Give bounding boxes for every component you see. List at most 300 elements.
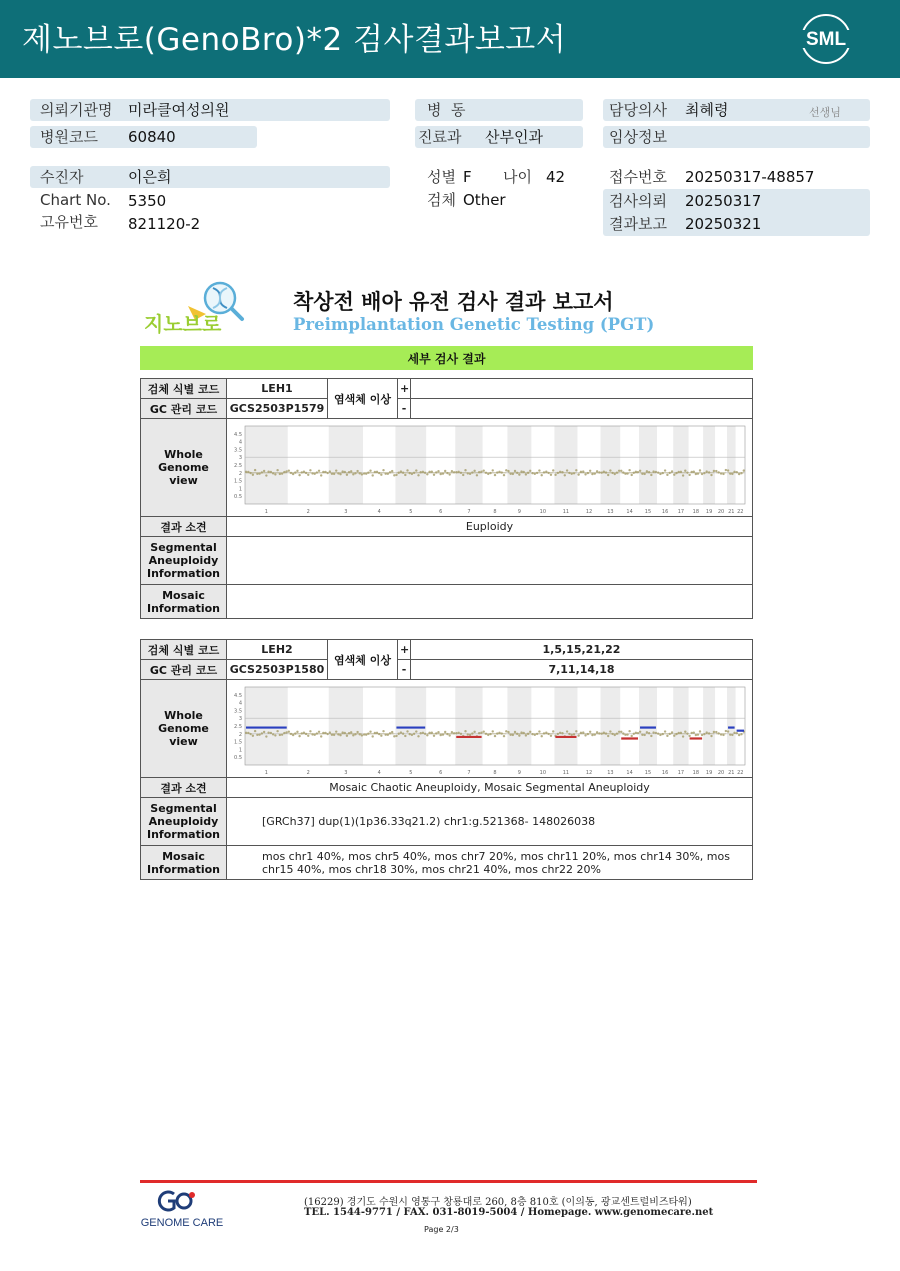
x-tick-label: 4 (377, 769, 381, 776)
genobro-logo-text: 지노브로 (144, 312, 222, 336)
copy-number-point (652, 731, 654, 733)
chromosome-band (727, 426, 736, 504)
copy-number-point (507, 469, 509, 471)
whole-genome-chart-2 (227, 681, 751, 777)
report-date-label: 결과보고 (609, 215, 667, 233)
copy-number-point (261, 732, 263, 734)
copy-number-point (577, 734, 579, 736)
copy-number-point (518, 473, 520, 475)
copy-number-point (666, 473, 668, 475)
copy-number-point (258, 733, 260, 735)
y-tick-label: 2.5 (234, 723, 242, 730)
copy-number-point (398, 732, 400, 734)
copy-number-point (371, 735, 373, 737)
copy-number-point (733, 731, 735, 733)
dept-label: 진료과 (418, 128, 462, 146)
page-title: 제노브로(GenoBro)*2 검사결과보고서 (22, 22, 567, 58)
copy-number-point (320, 735, 322, 737)
x-tick-label: 22 (737, 508, 744, 515)
copy-number-point (335, 730, 337, 732)
copy-number-point (478, 731, 480, 733)
specimen-value: Other (463, 191, 506, 209)
gc-code-value: GCS2503P1580 (227, 660, 328, 680)
copy-number-point (620, 730, 622, 732)
sex-value: F (463, 168, 472, 186)
copy-number-point (288, 730, 290, 732)
copy-number-point (483, 730, 485, 732)
report-title: 착상전 배아 유전 검사 결과 보고서 (293, 290, 614, 314)
copy-number-point (740, 733, 742, 735)
x-tick-label: 12 (585, 769, 593, 776)
copy-number-point (457, 731, 459, 733)
svg-text:GENOME CARE: GENOME CARE (140, 1217, 224, 1229)
copy-number-point (292, 472, 294, 474)
x-tick-label: 1 (264, 508, 268, 515)
minus-sign: - (398, 399, 411, 419)
copy-number-point (263, 469, 265, 471)
copy-number-point (573, 733, 575, 735)
copy-number-point (529, 469, 531, 471)
x-tick-label: 3 (344, 508, 348, 515)
chromosome-band (703, 426, 715, 504)
copy-number-point (740, 472, 742, 474)
x-tick-label: 10 (539, 769, 547, 776)
copy-number-point (361, 473, 363, 475)
id-label: 고유번호 (40, 213, 98, 231)
mosaic-label: Mosaic Information (141, 846, 227, 880)
copy-number-point (618, 469, 620, 471)
x-tick-label: 6 (439, 769, 443, 776)
copy-number-point (451, 470, 453, 472)
doctor-suffix: 선생님 (809, 106, 841, 119)
specimen-code-value: LEH1 (227, 379, 328, 399)
y-tick-label: 2.5 (234, 462, 242, 469)
copy-number-point (395, 734, 397, 736)
copy-number-point (514, 730, 516, 732)
chromosome-band (329, 426, 363, 504)
copy-number-point (577, 473, 579, 475)
copy-number-point (622, 732, 624, 734)
x-tick-label: 21 (728, 508, 735, 515)
y-tick-label: 4.5 (234, 431, 242, 438)
copy-number-point (637, 731, 639, 733)
y-tick-label: 1.5 (234, 739, 242, 746)
copy-number-point (391, 730, 393, 732)
copy-number-point (684, 730, 686, 732)
x-tick-label: 9 (517, 508, 521, 515)
x-tick-label: 14 (626, 508, 633, 515)
chromosome-band (507, 687, 531, 765)
copy-number-point (415, 469, 417, 471)
copy-number-point (571, 733, 573, 735)
copy-number-point (650, 734, 652, 736)
copy-number-point (520, 731, 522, 733)
copy-number-point (566, 469, 568, 471)
copy-number-point (460, 732, 462, 734)
copy-number-point (369, 730, 371, 732)
x-tick-label: 16 (661, 508, 669, 515)
copy-number-point (301, 732, 303, 734)
copy-number-point (639, 469, 641, 471)
chromosome-band (395, 687, 426, 765)
copy-number-point (673, 473, 675, 475)
patient-row-bg (30, 166, 390, 188)
x-tick-label: 3 (344, 769, 348, 776)
copy-number-point (713, 730, 715, 732)
copy-number-point (538, 469, 540, 471)
chromosome-band (245, 687, 288, 765)
copy-number-point (695, 733, 697, 735)
copy-number-point (433, 734, 435, 736)
copy-number-point (252, 734, 254, 736)
chromosome-band (395, 426, 426, 504)
copy-number-point (618, 730, 620, 732)
copy-number-point (254, 468, 256, 470)
x-tick-label: 4 (377, 508, 381, 515)
y-tick-label: 3.5 (234, 707, 242, 714)
copy-number-point (335, 469, 337, 471)
copy-number-point (422, 731, 424, 733)
plot-frame (245, 687, 745, 765)
copy-number-point (591, 472, 593, 474)
mosaic-label: Mosaic Information (141, 585, 227, 619)
copy-number-point (471, 732, 473, 734)
chromosome-band (673, 687, 688, 765)
copy-number-point (589, 730, 591, 732)
gain-chromosomes (411, 379, 753, 399)
copy-number-point (274, 734, 276, 736)
x-tick-label: 8 (493, 508, 497, 515)
copy-number-point (688, 734, 690, 736)
chromosome-band (601, 687, 621, 765)
copy-number-point (455, 732, 457, 734)
x-tick-label: 8 (493, 769, 497, 776)
copy-number-point (684, 469, 686, 471)
y-tick-label: 0.5 (234, 493, 242, 500)
copy-number-point (318, 469, 320, 471)
copy-number-point (417, 474, 419, 476)
copy-number-point (691, 731, 693, 733)
copy-number-point (318, 730, 320, 732)
copy-number-point (265, 474, 267, 476)
copy-number-point (652, 470, 654, 472)
footer-address: (16229) 경기도 수원시 영통구 창룡대로 260, 8층 810호 (이의동, 광교센트럴비즈타워) (304, 1197, 692, 1208)
x-tick-label: 12 (585, 508, 593, 515)
copy-number-point (635, 731, 637, 733)
copy-number-point (296, 469, 298, 471)
receipt-label: 접수번호 (609, 168, 667, 186)
copy-number-point (254, 729, 256, 731)
copy-number-point (301, 471, 303, 473)
chromosome-band (639, 426, 657, 504)
y-tick-label: 1.5 (234, 478, 242, 485)
copy-number-point (467, 733, 469, 735)
copy-number-point (395, 473, 397, 475)
copy-number-point (473, 469, 475, 471)
copy-number-point (276, 468, 278, 470)
copy-number-point (688, 473, 690, 475)
copy-number-point (437, 730, 439, 732)
copy-number-point (483, 469, 485, 471)
segmental-value (227, 537, 753, 585)
copy-number-point (448, 473, 450, 475)
y-tick-label: 1 (238, 746, 242, 753)
copy-number-point (409, 732, 411, 734)
copy-number-point (464, 730, 466, 732)
page-number: Page 2/3 (424, 1225, 459, 1234)
copy-number-point (727, 469, 729, 471)
copy-number-point (525, 473, 527, 475)
copy-number-point (296, 730, 298, 732)
copy-number-point (424, 732, 426, 734)
copy-number-point (557, 732, 559, 734)
copy-number-point (715, 730, 717, 732)
patient-value: 이은희 (128, 168, 172, 186)
request-value: 20250317 (685, 192, 762, 210)
copy-number-point (411, 733, 413, 735)
copy-number-point (350, 470, 352, 472)
plot-frame (245, 426, 745, 504)
x-tick-label: 20 (717, 508, 725, 515)
doctor-label: 담당의사 (609, 101, 667, 119)
minus-sign: - (398, 660, 411, 680)
copy-number-point (267, 731, 269, 733)
copy-number-point (541, 734, 543, 736)
hospcode-label: 병원코드 (40, 128, 98, 146)
copy-number-point (641, 733, 643, 735)
genome-care-logo (132, 1188, 232, 1230)
chromosome-band (601, 426, 621, 504)
copy-number-point (591, 733, 593, 735)
copy-number-point (417, 735, 419, 737)
copy-number-point (320, 474, 322, 476)
chromosome-band (639, 687, 657, 765)
loss-chromosomes (411, 399, 753, 419)
copy-number-point (628, 729, 630, 731)
x-tick-label: 13 (607, 508, 614, 515)
age-label: 나이 (503, 168, 532, 186)
chromosome-band (673, 426, 688, 504)
copy-number-point (339, 734, 341, 736)
copy-number-point (552, 730, 554, 732)
copy-number-point (245, 731, 247, 733)
copy-number-point (361, 734, 363, 736)
sex-label: 성별 (427, 168, 456, 186)
copy-number-point (393, 474, 395, 476)
dept-value: 산부인과 (485, 128, 543, 146)
copy-number-point (380, 473, 382, 475)
copy-number-point (279, 733, 281, 735)
finding-value: Euploidy (227, 517, 753, 537)
copy-number-point (350, 731, 352, 733)
x-tick-label: 22 (737, 769, 744, 776)
copy-number-point (462, 473, 464, 475)
x-tick-label: 5 (409, 769, 413, 776)
segmental-label: Segmental Aneuploidy Information (141, 537, 227, 585)
copy-number-point (575, 469, 577, 471)
mosaic-value: mos chr1 40%, mos chr5 40%, mos chr7 20%, mos chr11 20%, mos chr14 30%, mos chr15 40%, mos chr18 30%, mos chr21 40%, mos chr22 20% (227, 846, 753, 880)
copy-number-point (631, 473, 633, 475)
sample-table-1 (140, 378, 753, 619)
x-tick-label: 15 (644, 508, 652, 515)
copy-number-point (469, 733, 471, 735)
chromosome-band (455, 426, 482, 504)
copy-number-point (738, 733, 740, 735)
copy-number-point (584, 734, 586, 736)
x-tick-label: 19 (705, 508, 713, 515)
copy-number-point (552, 469, 554, 471)
copy-number-point (736, 731, 738, 733)
whole-genome-label: Whole Genome view (141, 419, 227, 517)
copy-number-point (352, 473, 354, 475)
copy-number-point (492, 730, 494, 732)
copy-number-point (406, 730, 408, 732)
request-label: 검사의뢰 (609, 192, 667, 210)
copy-number-point (285, 731, 287, 733)
copy-number-point (738, 472, 740, 474)
copy-number-point (503, 734, 505, 736)
report-date-value: 20250321 (685, 215, 762, 233)
client-label: 의뢰기관명 (40, 101, 113, 119)
copy-number-point (682, 474, 684, 476)
clinical-label: 임상정보 (609, 128, 667, 146)
x-tick-label: 2 (306, 508, 310, 515)
copy-number-point (609, 730, 611, 732)
x-tick-label: 16 (661, 769, 669, 776)
copy-number-point (393, 735, 395, 737)
x-tick-label: 15 (644, 769, 652, 776)
copy-number-point (664, 469, 666, 471)
copy-number-point (666, 734, 668, 736)
copy-number-point (256, 733, 258, 735)
copy-number-point (252, 473, 254, 475)
x-tick-label: 1 (264, 769, 268, 776)
finding-label: 결과 소견 (141, 778, 227, 798)
copy-number-point (473, 730, 475, 732)
ward-label: 병 동 (427, 101, 466, 119)
copy-number-point (440, 472, 442, 474)
chart-no-value: 5350 (128, 192, 167, 210)
copy-number-point (276, 729, 278, 731)
x-tick-label: 9 (517, 769, 521, 776)
x-tick-label: 17 (677, 769, 685, 776)
copy-number-point (564, 474, 566, 476)
y-tick-label: 3 (238, 715, 242, 722)
y-tick-label: 3.5 (234, 446, 242, 453)
copy-number-point (514, 469, 516, 471)
patient-label: 수진자 (40, 168, 84, 186)
copy-number-point (584, 473, 586, 475)
whole-genome-label: Whole Genome view (141, 680, 227, 778)
copy-number-point (633, 732, 635, 734)
section-title: 세부 검사 결과 (407, 352, 486, 366)
copy-number-point (596, 470, 598, 472)
x-tick-label: 10 (539, 508, 547, 515)
chromosome-band (554, 426, 577, 504)
copy-number-point (329, 731, 331, 733)
copy-number-point (406, 469, 408, 471)
copy-number-point (518, 734, 520, 736)
specimen-code-label: 검체 식별 코드 (141, 379, 227, 399)
copy-number-point (281, 733, 283, 735)
copy-number-point (404, 734, 406, 736)
x-tick-label: 21 (728, 769, 735, 776)
copy-number-point (426, 734, 428, 736)
copy-number-point (270, 731, 272, 733)
x-tick-label: 7 (467, 769, 471, 776)
copy-number-point (715, 469, 717, 471)
copy-number-point (550, 473, 552, 475)
copy-number-point (725, 468, 727, 470)
copy-number-point (329, 470, 331, 472)
copy-number-point (400, 731, 402, 733)
copy-number-point (650, 473, 652, 475)
loss-chromosomes: 7,11,14,18 (411, 660, 753, 680)
copy-number-point (538, 730, 540, 732)
copy-number-point (339, 473, 341, 475)
copy-number-point (727, 730, 729, 732)
copy-number-point (494, 734, 496, 736)
y-tick-label: 2 (238, 470, 242, 477)
copy-number-point (701, 733, 703, 735)
copy-number-point (554, 473, 556, 475)
x-tick-label: 5 (409, 508, 413, 515)
copy-number-point (298, 734, 300, 736)
copy-number-point (729, 733, 731, 735)
x-tick-label: 2 (306, 769, 310, 776)
sample-table-2 (140, 639, 753, 880)
chrom-abnormal-label: 염색체 이상 (328, 379, 398, 419)
copy-number-point (292, 733, 294, 735)
copy-number-point (283, 731, 285, 733)
y-tick-label: 3 (238, 454, 242, 461)
copy-number-point (391, 469, 393, 471)
report-subtitle: Preimplantation Genetic Testing (PGT) (293, 315, 655, 334)
copy-number-point (298, 473, 300, 475)
copy-number-point (404, 473, 406, 475)
copy-number-point (288, 469, 290, 471)
client-value: 미라클여성의원 (128, 101, 230, 119)
copy-number-point (356, 730, 358, 732)
copy-number-point (609, 469, 611, 471)
copy-number-point (307, 473, 309, 475)
sml-logo-text: SML (805, 29, 847, 50)
copy-number-point (607, 473, 609, 475)
copy-number-point (382, 468, 384, 470)
copy-number-point (505, 469, 507, 471)
copy-number-point (503, 473, 505, 475)
x-tick-label: 19 (705, 769, 713, 776)
gain-chromosomes: 1,5,15,21,22 (411, 640, 753, 660)
gc-code-label: GC 관리 코드 (141, 399, 227, 419)
y-tick-label: 4 (238, 700, 242, 707)
age-value: 42 (546, 168, 566, 186)
copy-number-point (476, 474, 478, 476)
footer-divider (140, 1180, 757, 1183)
copy-number-point (646, 731, 648, 733)
copy-number-point (415, 730, 417, 732)
chromosome-band (245, 426, 288, 504)
copy-number-point (710, 473, 712, 475)
segmental-label: Segmental Aneuploidy Information (141, 798, 227, 846)
x-tick-label: 6 (439, 508, 443, 515)
copy-number-point (382, 729, 384, 731)
specimen-label: 검체 (427, 191, 456, 209)
copy-number-point (341, 731, 343, 733)
copy-number-point (265, 735, 267, 737)
copy-number-point (464, 469, 466, 471)
chrom-abnormal-label: 염색체 이상 (328, 640, 398, 680)
